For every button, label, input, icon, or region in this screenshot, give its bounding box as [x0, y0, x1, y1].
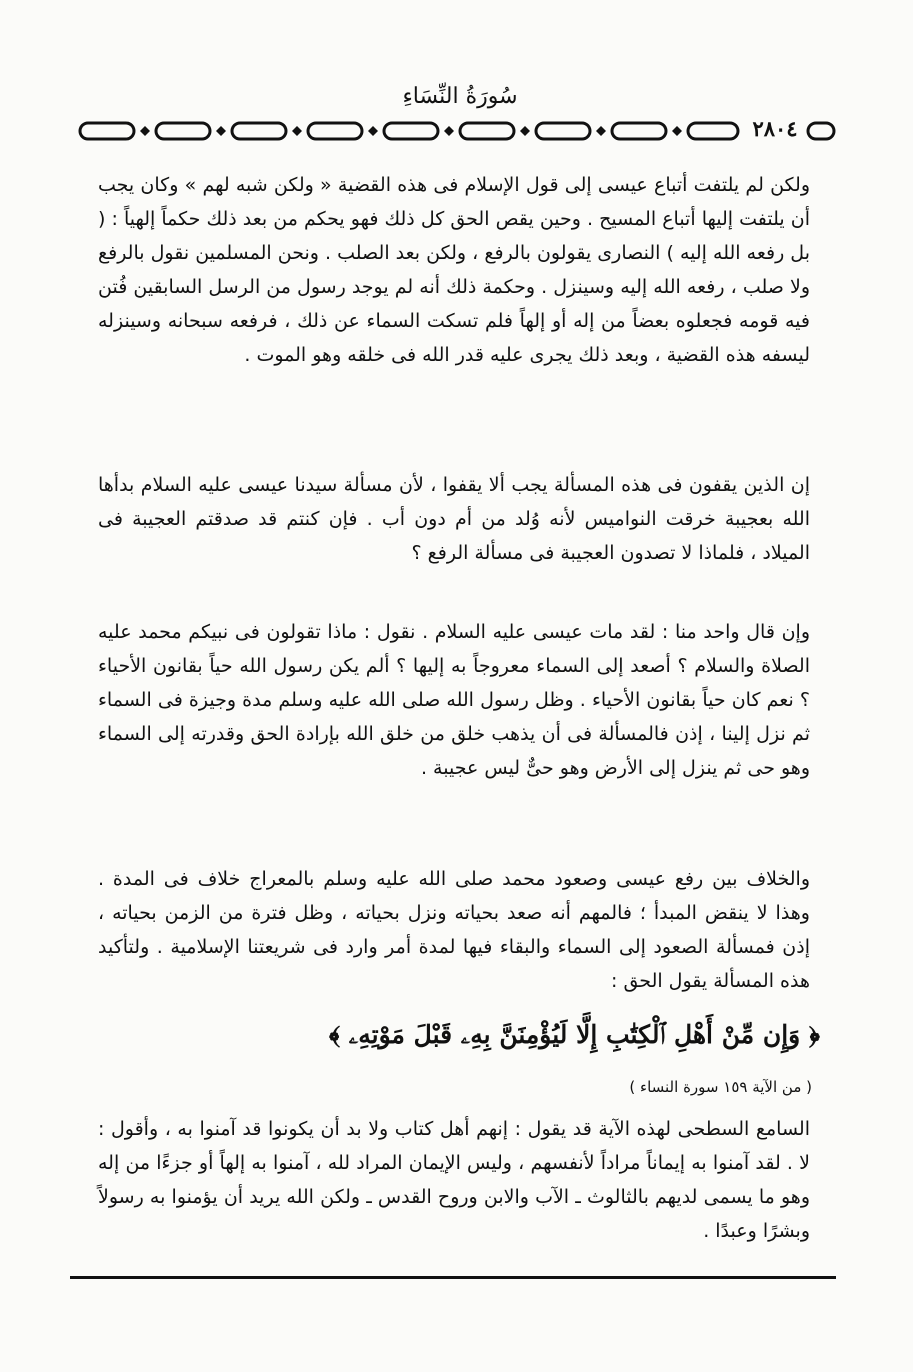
closing-paragraph: [98, 1112, 810, 1248]
paragraph-2: [98, 468, 810, 570]
paragraph-text: وإن قال واحد منا : لقد مات عيسى عليه السلام . نقول : ماذا تقولون فى نبيكم محمد عليه الصلاة والسلام ؟ أصعد إلى السماء معروجاً به إليها ؟ ألم يكن رسول الله حياً بقانون الأحياء ؟ نعم كان حياً بقانون الأحياء . وظل رسول الله صلى الله عليه وسلم مدة وجيزة فى السماء ثم نزل إلينا ، إذن فالمسألة فى أن يذهب خلق من خلق الله بإرادة الحق وقدرته إلى السماء وهو حى ثم ينزل إلى الأرض وهو حىٌّ ليس عجيبة .: [98, 621, 810, 779]
paragraph-1: [98, 168, 810, 372]
quran-verse: ﴿ وَإِن مِّنْ أَهْلِ ٱلْكِتَٰبِ إِلَّا لَيُؤْمِنَنَّ بِهِۦ قَبْلَ مَوْتِهِۦ ﴾: [329, 1020, 820, 1049]
paragraph-text: والخلاف بين رفع عيسى وصعود محمد صلى الله عليه وسلم بالمعراج خلاف فى المدة . وهذا لا ينقض المبدأ ؛ فالمهم أنه صعد بحياته ونزل بحياته ، وظل فترة من الزمن بحياته ، إذن فمسألة الصعود إلى السماء والبقاء فيها لمدة أمر وارد فى شريعتنا الإسلامية . ولتأكيد هذه المسألة يقول الحق :: [98, 868, 810, 992]
ornamental-border: [78, 118, 838, 144]
verse-reference: ( من الآية ١٥٩ سورة النساء ): [629, 1078, 812, 1096]
bottom-rule: [70, 1276, 836, 1279]
paragraph-3: [98, 615, 810, 785]
page-number: ٢٨٠٤: [745, 116, 805, 141]
paragraph-text: السامع السطحى لهذه الآية قد يقول : إنهم أهل كتاب ولا بد أن يكونوا قد آمنوا به ، وأقول : لا . لقد آمنوا به إيماناً مراداً لأنفسهم ، وليس الإيمان المراد لله ، آمنوا به إلهاً أو جزءًا من إله وهو ما يسمى لديهم بالثالوث ـ الآب والابن وروح القدس ـ ولكن الله يريد أن يؤمنوا به رسولاً وبشرًا وعبدًا .: [98, 1118, 810, 1242]
surah-title: سُورَةُ النِّسَاءِ: [402, 84, 518, 109]
paragraph-4: [98, 862, 810, 998]
paragraph-text: إن الذين يقفون فى هذه المسألة يجب ألا يقفوا ، لأن مسألة سيدنا عيسى عليه السلام بدأها الله بعجيبة خرقت النواميس لأنه وُلد من أم دون أب . فإن كنتم قد صدقتم العجيبة فى الميلاد ، فلماذا لا تصدون العجيبة فى مسألة الرفع ؟: [98, 474, 810, 564]
paragraph-text: ولكن لم يلتفت أتباع عيسى إلى قول الإسلام فى هذه القضية « ولكن شبه لهم » وكان يجب أن يلتفت إليها أتباع المسيح . وحين يقص الحق كل ذلك فهو يحكم من بعد ذلك حكماً إلهياً : ( بل رفعه الله إليه ) النصارى يقولون بالرفع ، ولكن بعد الصلب . ونحن المسلمين نقول بالرفع ولا صلب ، رفعه الله إليه وسينزل . وحكمة ذلك أنه لم يوجد رسول من الرسل السابقين فُتن فيه قومه فجعلوه بعضاً من إله أو إلهاً فلم تسكت السماء عن ذلك ، فرفعه سبحانه وسينزله ليسفه هذه القضية ، وبعد ذلك يجرى عليه قدر الله فى خلقه وهو الموت .: [98, 174, 810, 366]
